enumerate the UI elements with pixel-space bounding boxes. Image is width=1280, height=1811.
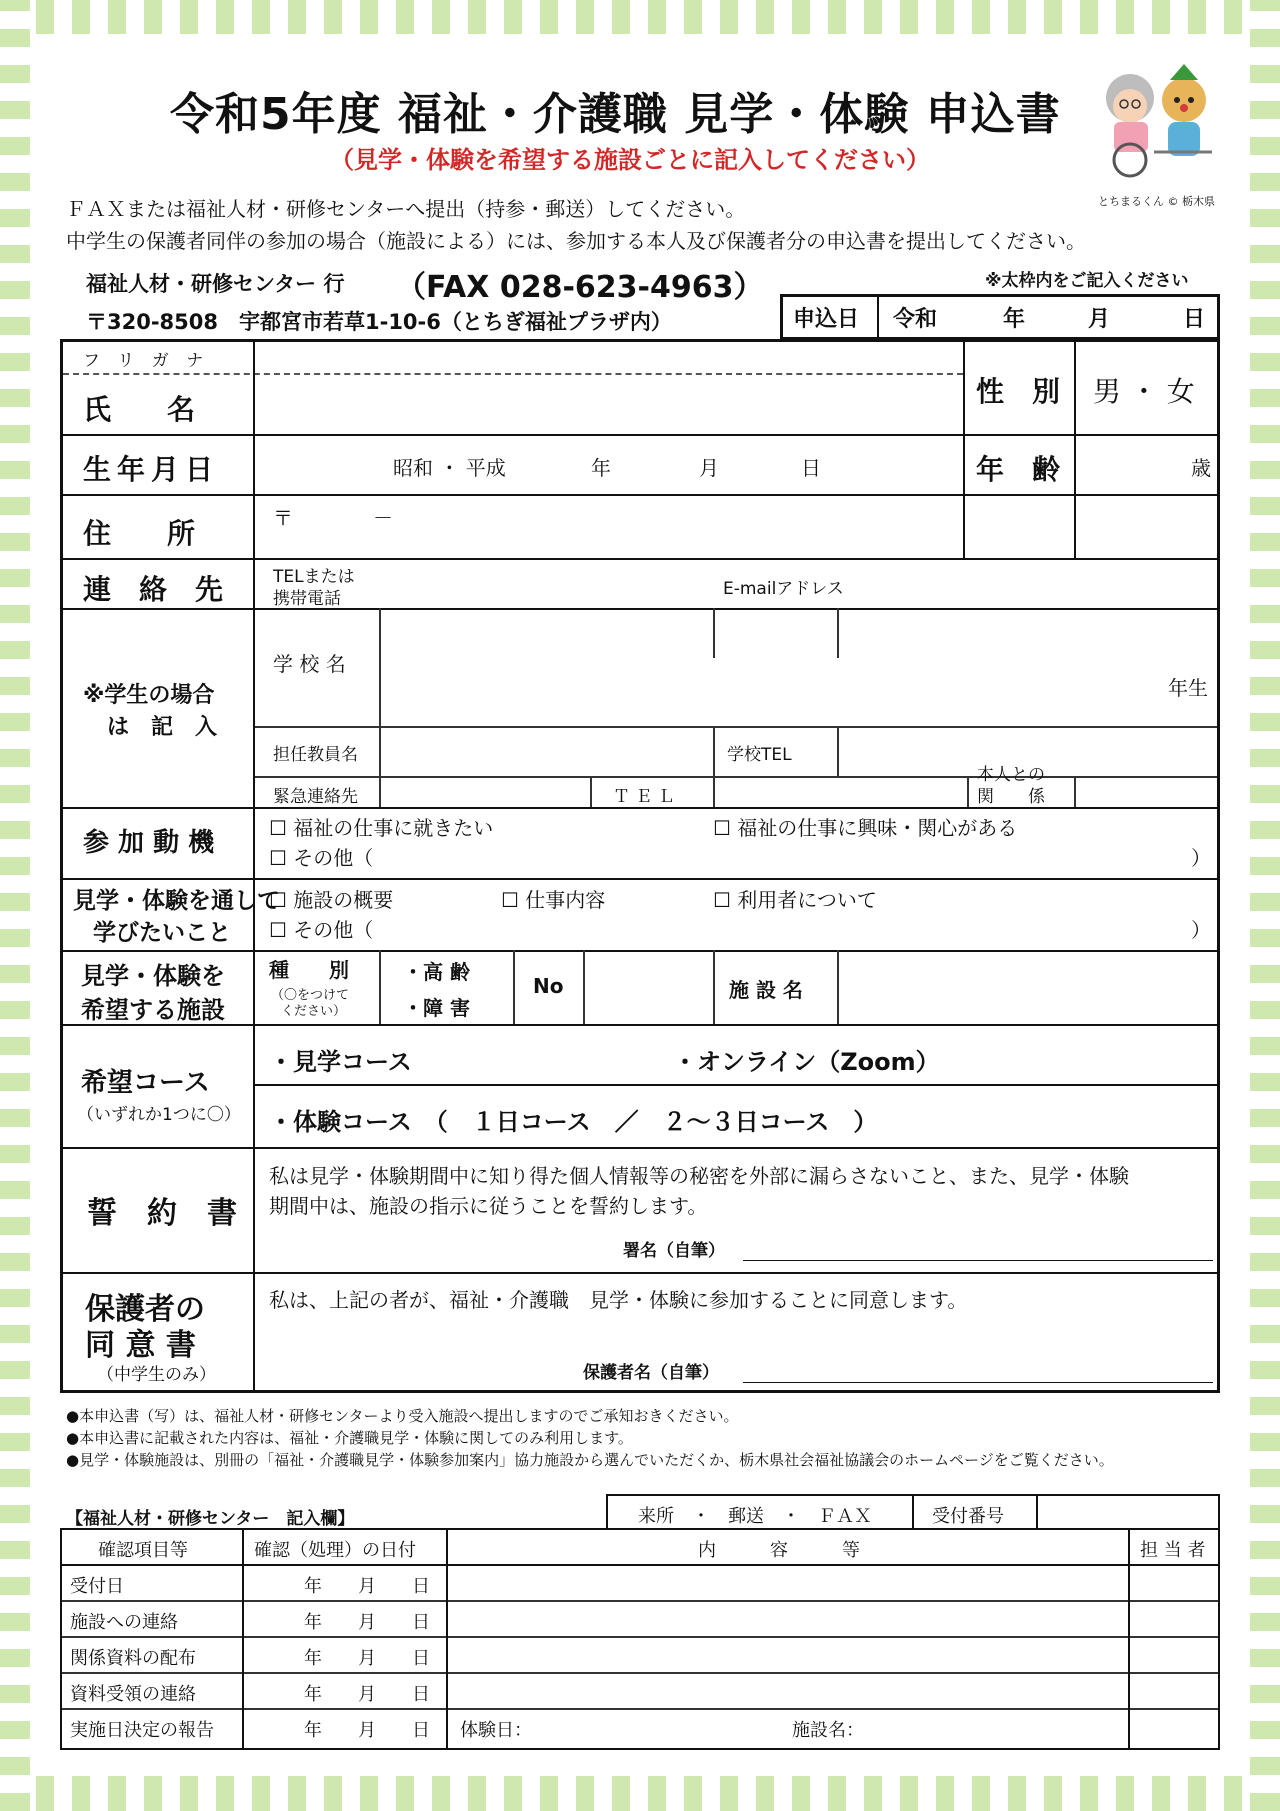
kind-option-elderly[interactable]: ・高 齢	[403, 960, 470, 984]
staff-row-label: 資料受領の連絡	[70, 1684, 196, 1705]
pledge-text-2: 期間中は、施設の指示に従うことを誓約します。	[269, 1194, 708, 1218]
tel-label-2: 携帯電話	[273, 589, 341, 609]
kind-note-2: ください）	[281, 1004, 347, 1019]
intro-line-2: 中学生の保護者同伴の参加の場合（施設による）には、参加する本人及び保護者分の申込書を提出してください。	[66, 229, 1086, 253]
staff-table	[60, 1528, 1220, 1750]
motive-close-paren: ）	[1191, 846, 1211, 870]
staff-row-date[interactable]: 年 月 日	[304, 1576, 430, 1597]
staff-header-person: 担 当 者	[1140, 1540, 1206, 1561]
guardian-text: 私は、上記の者が、福祉・介護職 見学・体験に参加することに同意します。	[269, 1288, 968, 1312]
course-experience[interactable]: ・体験コース （ １日コース ／ ２～３日コース ）	[269, 1108, 878, 1136]
name-label: 氏 名	[83, 393, 196, 426]
receipt-number-label: 受付番号	[932, 1506, 1004, 1527]
receipt-method[interactable]: 来所 ・ 郵送 ・ ＦＡＸ	[638, 1506, 872, 1527]
tel-label-1: TELまたは	[273, 567, 355, 587]
guardian-sign-line[interactable]	[743, 1382, 1213, 1383]
application-date-box[interactable]	[780, 294, 1220, 340]
contact-label: 連 絡 先	[83, 573, 224, 606]
date-month: 月	[1088, 306, 1111, 332]
note-3: ●見学・体験施設は、別冊の「福祉・介護職見学・体験参加案内」協力施設から選んでいただくか、栃木県社会福祉協議会のホームページをご覧ください。	[66, 1451, 1114, 1469]
note-2: ●本申込書に記載された内容は、福祉・介護職見学・体験に関してのみ利用します。	[66, 1429, 633, 1447]
emergency-tel-label: Ｔ Ｅ Ｌ	[613, 787, 675, 807]
birth-day-unit: 日	[801, 456, 821, 480]
intro-line-1: ＦＡＸまたは福祉人材・研修センターへ提出（持参・郵送）してください。	[66, 197, 746, 221]
staff-row-date[interactable]: 年 月 日	[304, 1684, 430, 1705]
course-online[interactable]: ・オンライン（Zoom）	[673, 1048, 940, 1076]
bold-box-note: ※太枠内をご記入ください	[985, 271, 1189, 291]
date-day: 日	[1183, 306, 1206, 332]
course-label: 希望コース	[81, 1068, 210, 1098]
staff-header-date: 確認（処理）の日付	[254, 1540, 416, 1561]
date-era: 令和	[893, 306, 938, 332]
kind-option-disability[interactable]: ・障 害	[403, 996, 470, 1020]
mascot-illustration	[1092, 60, 1222, 180]
note-1: ●本申込書（写）は、福祉人材・研修センターより受入施設へ提出しますのでご承知おきください。	[66, 1407, 739, 1425]
guardian-label-3: （中学生のみ）	[97, 1365, 216, 1385]
learn-option-other[interactable]: ☐ その他（	[269, 918, 374, 942]
experience-day-label: 体験日：	[460, 1720, 532, 1741]
postal-mark[interactable]: 〒 －	[273, 506, 393, 530]
student-note-2: は 記 入	[107, 715, 218, 740]
date-label: 申込日	[793, 306, 860, 332]
birth-year-unit: 年	[591, 456, 611, 480]
staff-method-box	[606, 1494, 1220, 1530]
pledge-text-1: 私は見学・体験期間中に知り得た個人情報等の秘密を外部に漏らさないこと、また、見学・体験	[269, 1164, 1129, 1188]
application-form-table	[60, 339, 1220, 1393]
birth-era[interactable]: 昭和 ・ 平成	[393, 456, 506, 480]
kind-label: 種 別	[269, 958, 349, 982]
learn-label-2: 学びたいこと	[93, 920, 231, 946]
kind-note-1: （〇をつけて	[271, 988, 350, 1003]
staff-row-label: 施設への連絡	[70, 1612, 178, 1633]
pledge-label: 誓 約 書	[87, 1196, 237, 1231]
school-name-label: 学 校 名	[273, 652, 346, 676]
facility-label-1: 見学・体験を	[81, 962, 225, 990]
guardian-label-1: 保護者の	[85, 1292, 205, 1327]
facility-name-label: 施 設 名	[729, 978, 803, 1002]
staff-row-label: 関係資料の配布	[70, 1648, 196, 1669]
address-label: 住 所	[83, 517, 196, 550]
staff-row-label: 受付日	[70, 1576, 124, 1597]
staff-row-date[interactable]: 年 月 日	[304, 1612, 430, 1633]
facility-name-staff-label: 施設名：	[792, 1720, 864, 1741]
staff-header-content: 内 容 等	[698, 1540, 860, 1561]
date-year: 年	[1003, 306, 1026, 332]
learn-label-1: 見学・体験を通して	[73, 888, 280, 914]
pledge-sign-line[interactable]	[743, 1260, 1213, 1261]
page-title: 令和5年度 福祉・介護職 見学・体験 申込書	[170, 89, 1061, 140]
learn-option-1[interactable]: ☐ 施設の概要	[269, 888, 394, 912]
learn-option-3[interactable]: ☐ 利用者について	[713, 888, 877, 912]
age-label: 年 齢	[976, 453, 1061, 486]
staff-row-date[interactable]: 年 月 日	[304, 1648, 430, 1669]
age-unit: 歳	[1191, 456, 1211, 480]
gender-options[interactable]: 男 ・ 女	[1093, 375, 1195, 408]
student-note-1: ※学生の場合	[83, 683, 215, 708]
motive-option-1[interactable]: ☐ 福祉の仕事に就きたい	[269, 816, 494, 840]
learn-close-paren: ）	[1191, 918, 1211, 942]
grade-unit: 年生	[1168, 676, 1208, 700]
staff-header-item: 確認項目等	[98, 1540, 188, 1561]
pledge-sign-label: 署名（自筆）	[623, 1241, 725, 1261]
school-tel-label: 学校TEL	[727, 745, 792, 765]
birthdate-label: 生年月日	[83, 453, 220, 486]
guardian-label-2: 同 意 書	[85, 1328, 196, 1363]
gender-label: 性 別	[976, 375, 1061, 408]
birth-month-unit: 月	[699, 456, 719, 480]
teacher-label: 担任教員名	[273, 745, 358, 765]
guardian-sign-label: 保護者名（自筆）	[583, 1363, 719, 1383]
staff-row-date[interactable]: 年 月 日	[304, 1720, 430, 1741]
page-subtitle: （見学・体験を希望する施設ごとに記入してください）	[330, 146, 930, 174]
learn-option-2[interactable]: ☐ 仕事内容	[501, 888, 606, 912]
relation-label-1: 本人との	[977, 765, 1045, 785]
relation-label-2: 関 係	[977, 787, 1045, 807]
motive-option-2[interactable]: ☐ 福祉の仕事に興味・関心がある	[713, 816, 1018, 840]
staff-row-label: 実施日決定の報告	[70, 1720, 214, 1741]
motive-option-other[interactable]: ☐ その他（	[269, 846, 374, 870]
motive-label: 参 加 動 機	[83, 828, 215, 858]
submit-address: 〒320-8508 宇都宮市若草1-10-6（とちぎ福祉プラザ内）	[86, 310, 672, 334]
staff-section-title: 【福祉人材・研修センター 記入欄】	[66, 1509, 355, 1529]
facility-no-label: No	[533, 974, 564, 998]
course-visit[interactable]: ・見学コース	[269, 1048, 412, 1076]
facility-label-2: 希望する施設	[81, 996, 225, 1024]
furigana-label: フ リ ガ ナ	[83, 351, 210, 371]
mascot-credit: とちまるくん © 栃木県	[1098, 195, 1215, 208]
course-note: （いずれか1つに〇）	[77, 1105, 241, 1125]
fax-number: （FAX 028-623-4963）	[396, 270, 764, 305]
emergency-label: 緊急連絡先	[273, 787, 358, 807]
email-label: E-mailアドレス	[723, 579, 844, 599]
submit-to-name: 福祉人材・研修センター 行	[86, 272, 345, 296]
